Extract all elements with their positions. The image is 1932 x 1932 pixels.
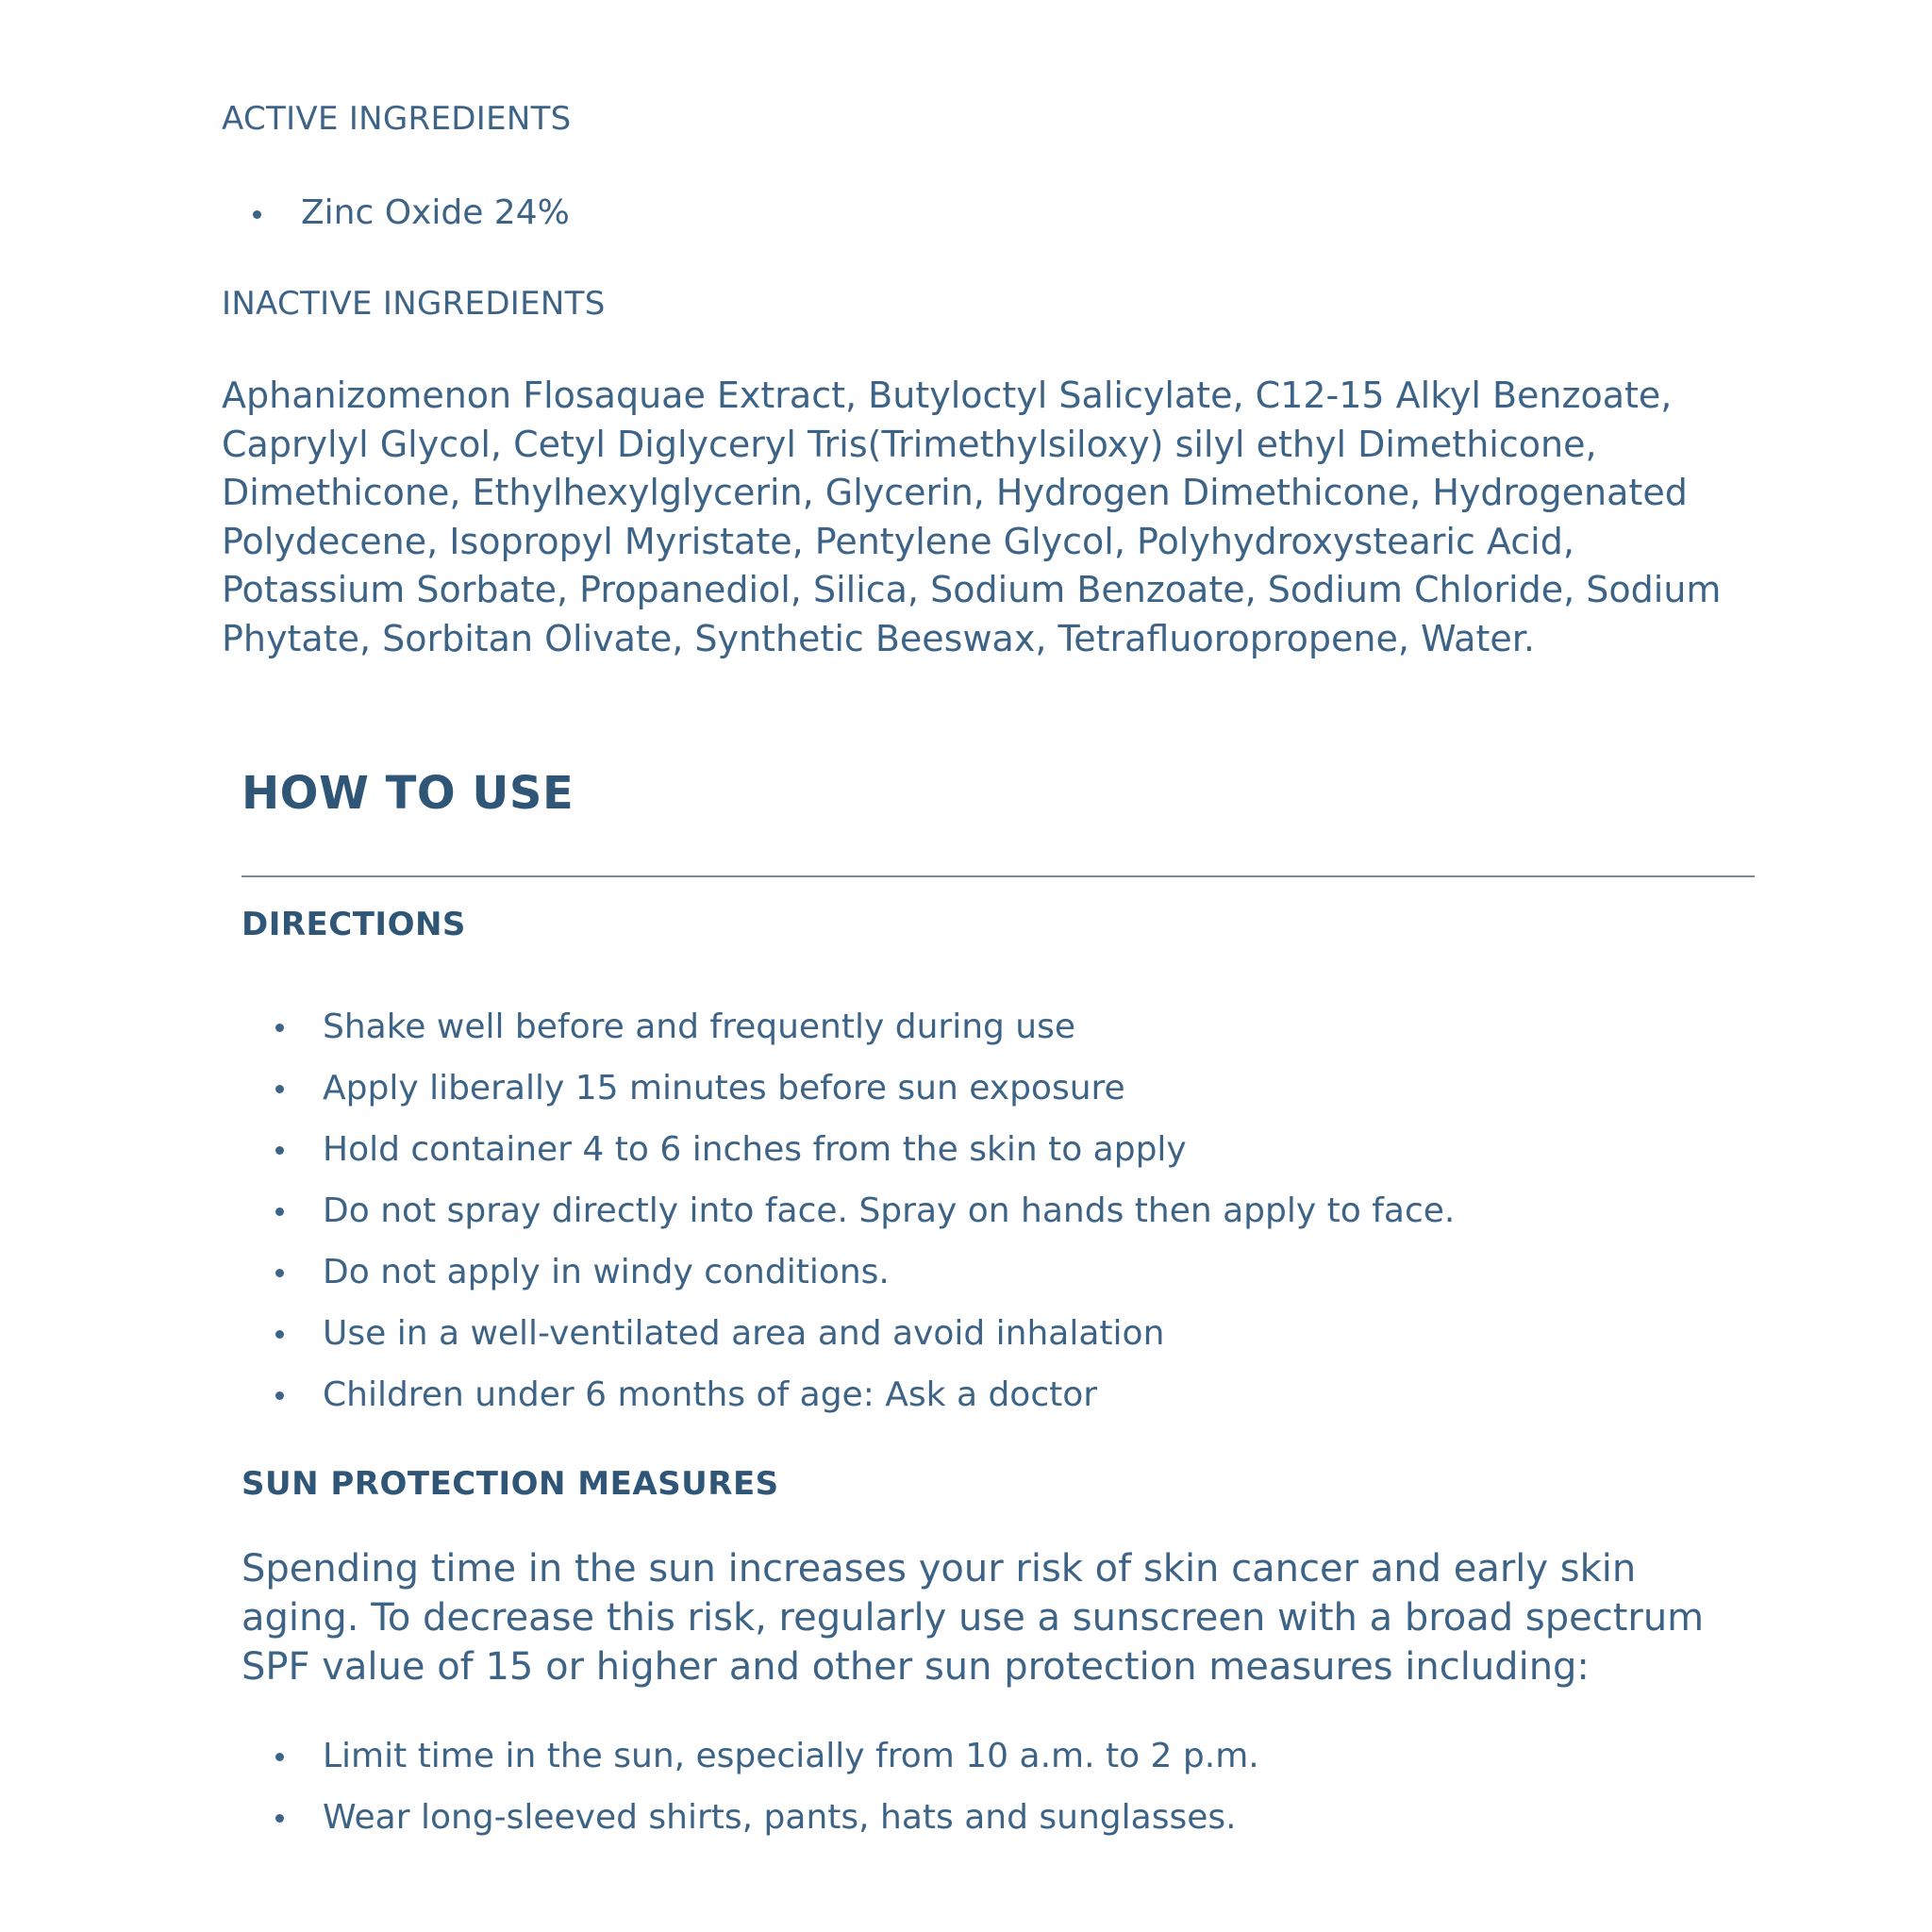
section-divider xyxy=(242,875,1755,877)
how-to-use-title: HOW TO USE xyxy=(242,767,575,820)
sun-protection-heading: SUN PROTECTION MEASURES xyxy=(242,1465,779,1503)
directions-list xyxy=(242,996,1755,1425)
ingredients-section xyxy=(222,94,1769,663)
list-item: Hold container 4 to 6 inches from the skin to apply xyxy=(242,1119,1755,1180)
list-item: Do not spray directly into face. Spray on hands then apply to face. xyxy=(242,1180,1755,1241)
inactive-ingredients-text: Aphanizomenon Flosaquae Extract, Butyloctyl Salicylate, C12-15 Alkyl Benzoate, Caprylyl Glycol, Cetyl Diglyceryl Tris(Trimethylsiloxy) silyl ethyl Dimethicone, Dimethicone, Ethylhexylglycerin, Glycerin, Hydrogen Dimethicone, Hydrogenated Polydecene, Isopropyl Myristate, Pentylene Glycol, Polyhydroxystearic Acid, Potassium Sorbate, Propanediol, Silica, Sodium Benzoate, Sodium Chloride, Sodium Phytate, Sorbitan Olivate, Synthetic Beeswax, Tetrafluoropropene, Water. xyxy=(222,375,1722,659)
sun-protection-text: Spending time in the sun increases your risk of skin cancer and early skin aging. To decrease this risk, regularly use a sunscreen with a broad spectrum SPF value of 15 or higher and other sun protection measures including: xyxy=(242,1547,1705,1689)
list-item: Do not apply in windy conditions. xyxy=(242,1241,1755,1303)
list-item: Shake well before and frequently during use xyxy=(242,996,1755,1058)
list-item: Limit time in the sun, especially from 10 a.m. to 2 p.m. xyxy=(242,1725,1755,1787)
directions-heading: DIRECTIONS xyxy=(242,906,466,943)
list-item: Zinc Oxide 24% xyxy=(222,189,1769,238)
active-ingredients-list xyxy=(222,189,1769,238)
active-ingredients-heading: ACTIVE INGREDIENTS xyxy=(222,100,572,138)
list-item: Children under 6 months of age: Ask a doctor xyxy=(242,1364,1755,1425)
sun-protection-list xyxy=(242,1725,1755,1848)
list-item: Use in a well-ventilated area and avoid inhalation xyxy=(242,1303,1755,1364)
list-item: Apply liberally 15 minutes before sun exposure xyxy=(242,1058,1755,1119)
list-item: Wear long-sleeved shirts, pants, hats and sunglasses. xyxy=(242,1787,1755,1848)
how-to-use-section xyxy=(242,760,1755,1848)
inactive-ingredients-heading: INACTIVE INGREDIENTS xyxy=(222,285,606,323)
